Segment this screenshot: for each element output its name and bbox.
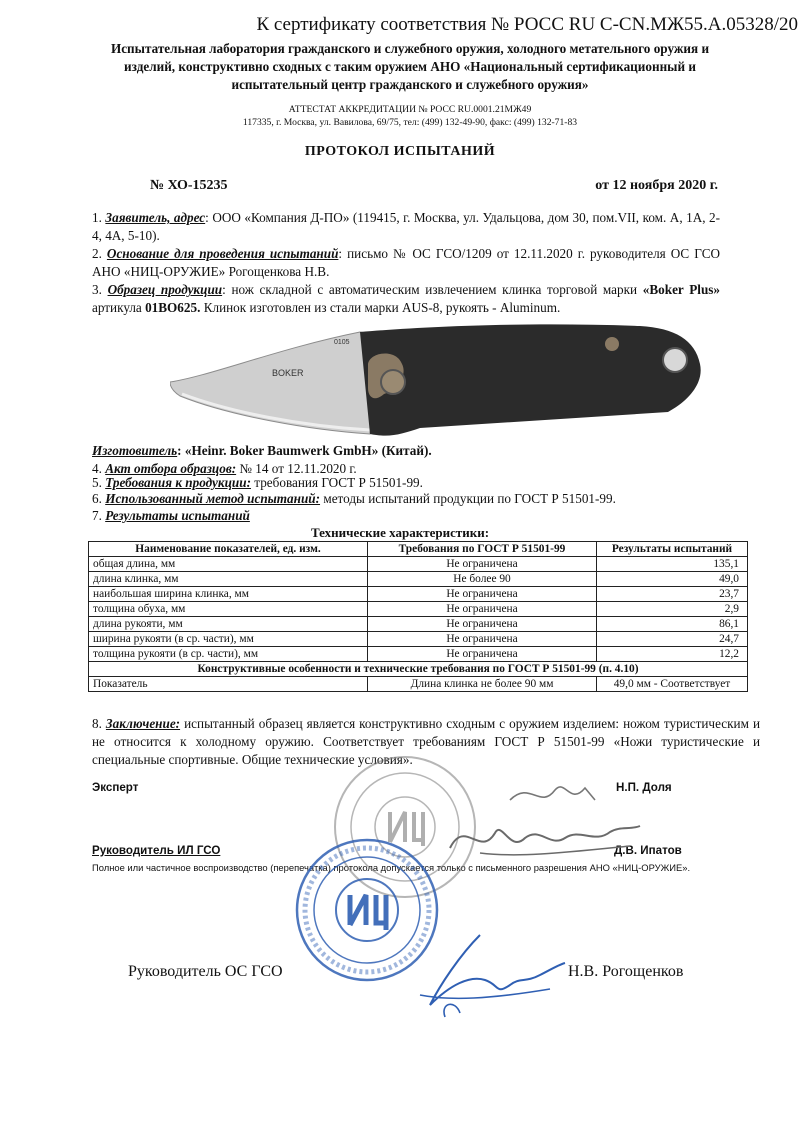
document-title: ПРОТОКОЛ ИСПЫТАНИЙ bbox=[304, 144, 496, 159]
item-sample: 3. Образец продукции: нож складной с автоматическим извлечением клинка торговой марки «Boker Plus» артикула 01BO625. Клинок изготовлен из стали марки AUS-8, рукоять - Aluminum. bbox=[92, 282, 721, 315]
accreditation-number: АТТЕСТАТ АККРЕДИТАЦИИ № РОСС RU.0001.21МЖ49 bbox=[288, 104, 532, 115]
applicant-label: Заявитель, адрес bbox=[105, 210, 206, 225]
lab-head-name: Д.В. Ипатов bbox=[614, 844, 682, 857]
sampling-act-label: Акт отбора образцов: bbox=[105, 461, 237, 476]
blade-mark: 0105 bbox=[334, 339, 350, 346]
table-row bbox=[89, 647, 748, 662]
applicant-text: : ООО «Компания Д-ПО» (119415, г. Москва, ул. Удальцова, дом 30, пом.VII, ком. А, 1А, 2-4, 4А, 5-10). bbox=[92, 210, 721, 243]
lab-address: 117335, г. Москва, ул. Вавилова, 69/75, тел: (499) 132-49-90, факс: (499) 132-71-83 bbox=[242, 117, 578, 128]
item-basis: 2. Основание для проведения испытаний: письмо № ОС ГСО/1209 от 12.11.2020 г. руководителя ОС ГСО АНО «НИЦ-ОРУЖИЕ» Рогощенкова Н.В. bbox=[92, 246, 721, 279]
lab-name bbox=[80, 40, 740, 94]
param-result: 23,7 bbox=[597, 587, 748, 602]
column-header: Требования по ГОСТ Р 51501-99 bbox=[368, 542, 597, 557]
conclusion-text: испытанный образец является конструктивно сходным с оружием изделием: ножом туристическим и не относится к холодному оружию. Соответствует требованиям ГОСТ Р 51501-99 «Ножи туристические и специальные спортивные. Общие технические условия». bbox=[92, 716, 760, 767]
param-name: ширина рукояти (в ср. части), мм bbox=[89, 632, 368, 647]
param-requirement: Не ограничена bbox=[368, 617, 597, 632]
param-name: наибольшая ширина клинка, мм bbox=[89, 587, 368, 602]
maker-text: : «Heinr. Boker Baumwerk GmbH» (Китай). bbox=[177, 443, 432, 458]
param-result: 49,0 мм - Соответствует bbox=[597, 677, 748, 692]
lab-name-line: изделий, конструктивно сходных с таким оружием АНО «Национальный сертификационный и bbox=[124, 59, 696, 74]
param-requirement: Не ограничена bbox=[368, 647, 597, 662]
lab-head-role: Руководитель ИЛ ГСО bbox=[92, 844, 221, 857]
specs-table bbox=[88, 541, 748, 692]
brand-name: «Boker Plus» bbox=[642, 282, 721, 297]
param-name: длина клинка, мм bbox=[89, 572, 368, 587]
sample-text: Клинок изготовлен из стали марки AUS-8, рукоять - Aluminum. bbox=[200, 300, 561, 315]
column-header: Результаты испытаний bbox=[597, 542, 748, 557]
knife-photo bbox=[170, 312, 710, 444]
specs-title: Технические характеристики: bbox=[310, 525, 490, 540]
os-head-role: Руководитель ОС ГСО bbox=[128, 963, 283, 980]
param-result: 135,1 bbox=[597, 557, 748, 572]
accreditation-block bbox=[80, 103, 740, 129]
param-requirement: Длина клинка не более 90 мм bbox=[368, 677, 597, 692]
table-row bbox=[89, 617, 748, 632]
results-label: Результаты испытаний bbox=[105, 508, 250, 523]
conclusion bbox=[92, 715, 760, 769]
param-result: 2,9 bbox=[597, 602, 748, 617]
table-row bbox=[89, 632, 748, 647]
sampling-act-text: № 14 от 12.11.2020 г. bbox=[236, 461, 357, 476]
param-requirement: Не более 90 bbox=[368, 572, 597, 587]
param-name: толщина рукояти (в ср. части), мм bbox=[89, 647, 368, 662]
param-result: 86,1 bbox=[597, 617, 748, 632]
expert-role: Эксперт bbox=[92, 781, 139, 794]
item-requirements: 5. Требования к продукции: требования ГОСТ Р 51501-99. bbox=[92, 475, 423, 490]
certification-stamp bbox=[292, 835, 442, 985]
requirements-text: требования ГОСТ Р 51501-99. bbox=[250, 475, 423, 490]
os-head-signature bbox=[400, 925, 570, 1025]
design-title-row bbox=[89, 662, 748, 677]
sample-text: : нож складной с автоматическим извлечением клинка торговой марки bbox=[222, 282, 643, 297]
expert-name: Н.П. Доля bbox=[616, 781, 672, 794]
basis-text: : письмо № ОС ГСО/1209 от 12.11.2020 г. руководителя ОС ГСО АНО «НИЦ-ОРУЖИЕ» Рогощенкова Н.В. bbox=[92, 246, 721, 279]
table-row bbox=[89, 587, 748, 602]
conclusion-label: Заключение: bbox=[105, 716, 181, 731]
requirements-label: Требования к продукции: bbox=[105, 475, 251, 490]
protocol-date: от 12 ноября 2020 г. bbox=[595, 178, 718, 193]
param-name: Показатель bbox=[89, 677, 368, 692]
param-requirement: Не ограничена bbox=[368, 587, 597, 602]
lab-name-line: испытательный центр гражданского и служебного оружия» bbox=[231, 77, 589, 92]
knife-logo: BOKER bbox=[272, 368, 304, 378]
table-row bbox=[89, 557, 748, 572]
os-head-name: Н.В. Рогощенков bbox=[568, 963, 684, 980]
param-result: 49,0 bbox=[597, 572, 748, 587]
column-header: Наименование показателей, ед. изм. bbox=[89, 542, 368, 557]
param-requirement: Не ограничена bbox=[368, 602, 597, 617]
maker-label: Изготовитель bbox=[92, 443, 178, 458]
param-requirement: Не ограничена bbox=[368, 557, 597, 572]
specs-header-row bbox=[89, 542, 748, 557]
article-number: 01BO625. bbox=[145, 300, 201, 315]
param-result: 12,2 bbox=[597, 647, 748, 662]
param-name: толщина обуха, мм bbox=[89, 602, 368, 617]
item-sampling-act: 4. Акт отбора образцов: № 14 от 12.11.2020 г. bbox=[92, 461, 357, 476]
method-label: Использованный метод испытаний: bbox=[105, 491, 321, 506]
protocol-number: № ХО-15235 bbox=[150, 178, 228, 193]
item-maker bbox=[92, 442, 720, 460]
basis-label: Основание для проведения испытаний bbox=[106, 246, 339, 261]
param-result: 24,7 bbox=[597, 632, 748, 647]
lab-name-line: Испытательная лаборатория гражданского и служебного оружия, холодного метательного оружия и bbox=[110, 41, 710, 56]
param-requirement: Не ограничена bbox=[368, 632, 597, 647]
design-requirements-title: Конструктивные особенности и технические требования по ГОСТ Р 51501-99 (п. 4.10) bbox=[89, 662, 748, 677]
item-test-method: 6. Использованный метод испытаний: методы испытаний продукции по ГОСТ Р 51501-99. bbox=[92, 491, 616, 506]
certificate-reference: К сертификату соответствия № РОСС RU С-CN.МЖ55.А.05328/20 bbox=[256, 14, 798, 35]
lab-head-signature bbox=[440, 808, 650, 868]
param-name: общая длина, мм bbox=[89, 557, 368, 572]
conclusion-number: 8. bbox=[92, 716, 102, 731]
table-row bbox=[89, 602, 748, 617]
sample-text: артикула bbox=[92, 300, 146, 315]
table-row bbox=[89, 572, 748, 587]
item-applicant: 1. Заявитель, адрес: ООО «Компания Д-ПО» (119415, г. Москва, ул. Удальцова, дом 30, пом.VII, ком. А, 1А, 2-4, 4А, 5-10). bbox=[92, 210, 721, 243]
lab-stamp bbox=[330, 752, 480, 902]
item-results: 7. Результаты испытаний bbox=[92, 508, 250, 523]
param-name: длина рукояти, мм bbox=[89, 617, 368, 632]
reproduction-note: Полное или частичное воспроизводство (перепечатка) протокола допускается только с письменного разрешения АНО «НИЦ-ОРУЖИЕ». bbox=[92, 862, 691, 873]
sample-label: Образец продукции bbox=[107, 282, 223, 297]
expert-signature bbox=[500, 770, 680, 820]
method-text: методы испытаний продукции по ГОСТ Р 51501-99. bbox=[320, 491, 616, 506]
table-row bbox=[89, 677, 748, 692]
